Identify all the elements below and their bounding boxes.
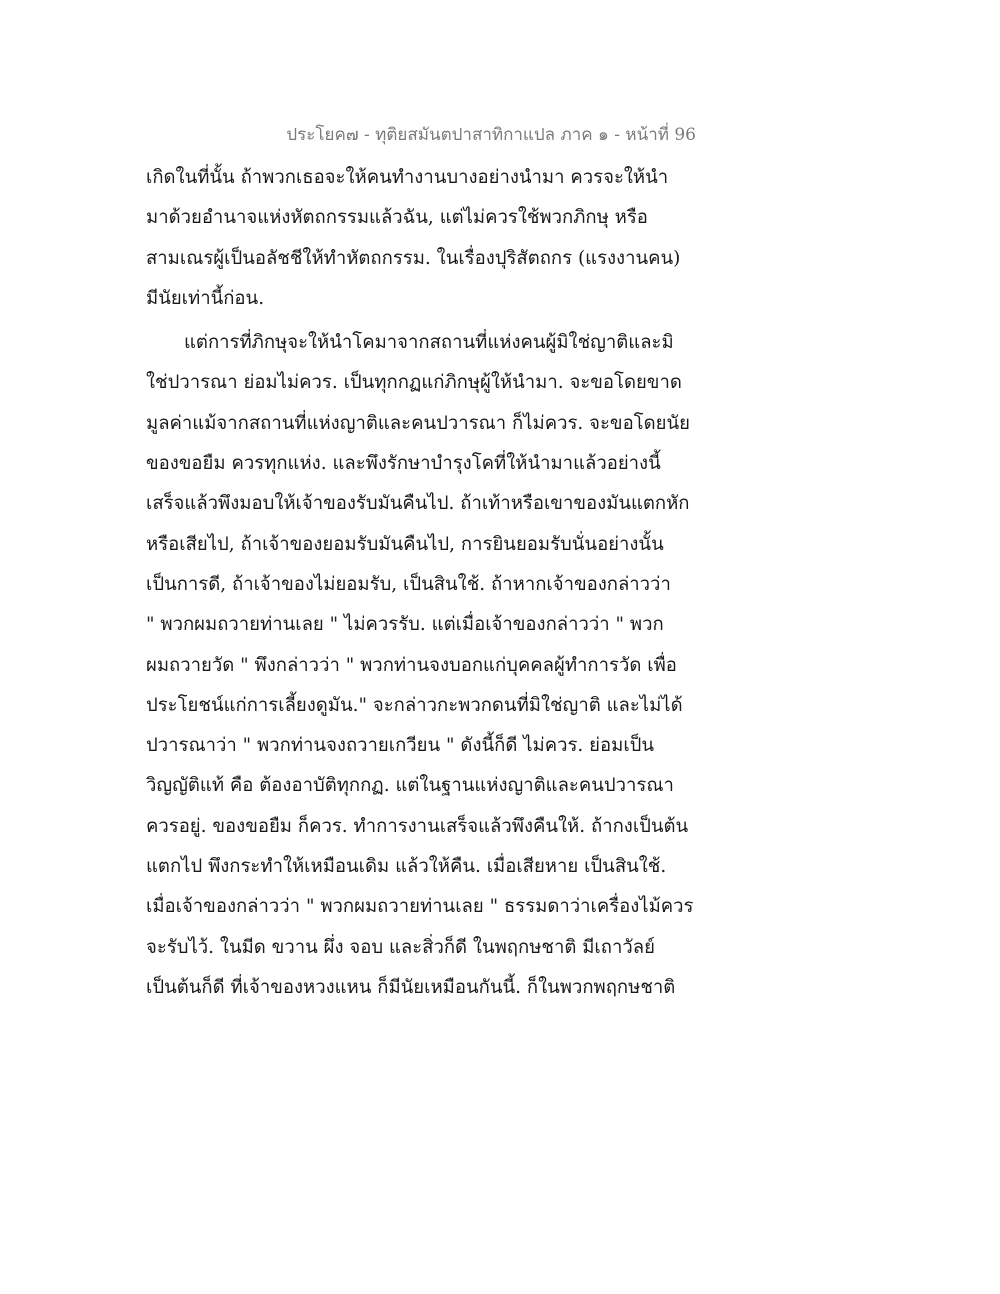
text-line: ผมถวายวัด " พึงกล่าวว่า " พวกท่านจงบอกแก่บุคคลผู้ทำการวัด เพื่อ <box>146 654 677 676</box>
text-line: เป็นการดี, ถ้าเจ้าของไม่ยอมรับ, เป็นสินใช้. ถ้าหากเจ้าของกล่าวว่า <box>146 573 671 595</box>
text-line: แต่การที่ภิกษุจะให้นำโคมาจากสถานที่แห่งคนผู้มิใช่ญาติและมิ <box>184 332 674 354</box>
text-line: วิญญัติแท้ คือ ต้องอาบัติทุกกฏ. แต่ในฐานแห่งญาติและคนปวารณา <box>146 775 674 797</box>
text-line: " พวกผมถวายท่านเลย " ไม่ควรรับ. แต่เมื่อเจ้าของกล่าวว่า " พวก <box>146 614 664 636</box>
text-line: เมื่อเจ้าของกล่าวว่า " พวกผมถวายท่านเลย " ธรรมดาว่าเครื่องไม้ควร <box>146 896 694 918</box>
text-line: เป็นต้นก็ดี ที่เจ้าของหวงแหน ก็มีนัยเหมือนกันนี้. ก็ในพวกพฤกษชาติ <box>146 976 676 998</box>
text-line: เกิดในที่นั้น ถ้าพวกเธอจะให้คนทำงานบางอย่างนำมา ควรจะให้นำ <box>146 167 669 188</box>
paragraph-2 <box>146 323 706 1008</box>
text-line: แตกไป พึงกระทำให้เหมือนเดิม แล้วให้คืน. เมื่อเสียหาย เป็นสินใช้. <box>146 856 667 878</box>
paragraph-1 <box>146 158 706 319</box>
text-line: จะรับไว้. ในมีด ขวาน ผึ่ง จอบ และสิ่วก็ดี ในพฤกษชาติ มีเถาวัลย์ <box>146 936 655 958</box>
body-text <box>146 158 706 1008</box>
text-line: หรือเสียไป, ถ้าเจ้าของยอมรับมันคืนไป, การยินยอมรับนั่นอย่างนั้น <box>146 533 664 555</box>
text-line: มีนัยเท่านี้ก่อน. <box>146 287 265 309</box>
text-line: ประโยชน์แก่การเลี้ยงดูมัน." จะกล่าวกะพวกดนที่มิใช่ญาติ และไม่ได้ <box>146 694 683 716</box>
text-line: มูลค่าแม้จากสถานที่แห่งญาติและคนปวารณา ก็ไม่ควร. จะขอโดยนัย <box>146 412 690 434</box>
text-line: ของขอยืม ควรทุกแห่ง. และพึงรักษาบำรุงโคที่ให้นำมาแล้วอย่างนี้ <box>146 453 661 475</box>
running-header: ประโยค๗ - ทุติยสมันตปาสาทิกาแปล ภาค ๑ - หน้าที่ 96 <box>286 125 696 145</box>
text-line: เสร็จแล้วพึงมอบให้เจ้าของรับมันคืนไป. ถ้าเท้าหรือเขาของมันแตกหัก <box>146 493 690 515</box>
text-line: มาด้วยอำนาจแห่งหัตถกรรมแล้วฉัน, แต่ไม่ควรใช้พวกภิกษุ หรือ <box>146 207 648 229</box>
text-line: สามเณรผู้เป็นอลัชชีให้ทำหัตถกรรม. ในเรื่องปุริสัตถกร (แรงงานคน) <box>146 247 681 269</box>
text-line: ควรอยู่. ของขอยืม ก็ควร. ทำการงานเสร็จแล้วพึงคืนให้. ถ้ากงเป็นต้น <box>146 815 689 837</box>
text-line: ใช่ปวารณา ย่อมไม่ควร. เป็นทุกกฏแก่ภิกษุผู้ให้นำมา. จะขอโดยขาด <box>146 372 682 394</box>
text-line: ปวารณาว่า " พวกท่านจงถวายเกวียน " ดังนี้ก็ดี ไม่ควร. ย่อมเป็น <box>146 735 655 757</box>
